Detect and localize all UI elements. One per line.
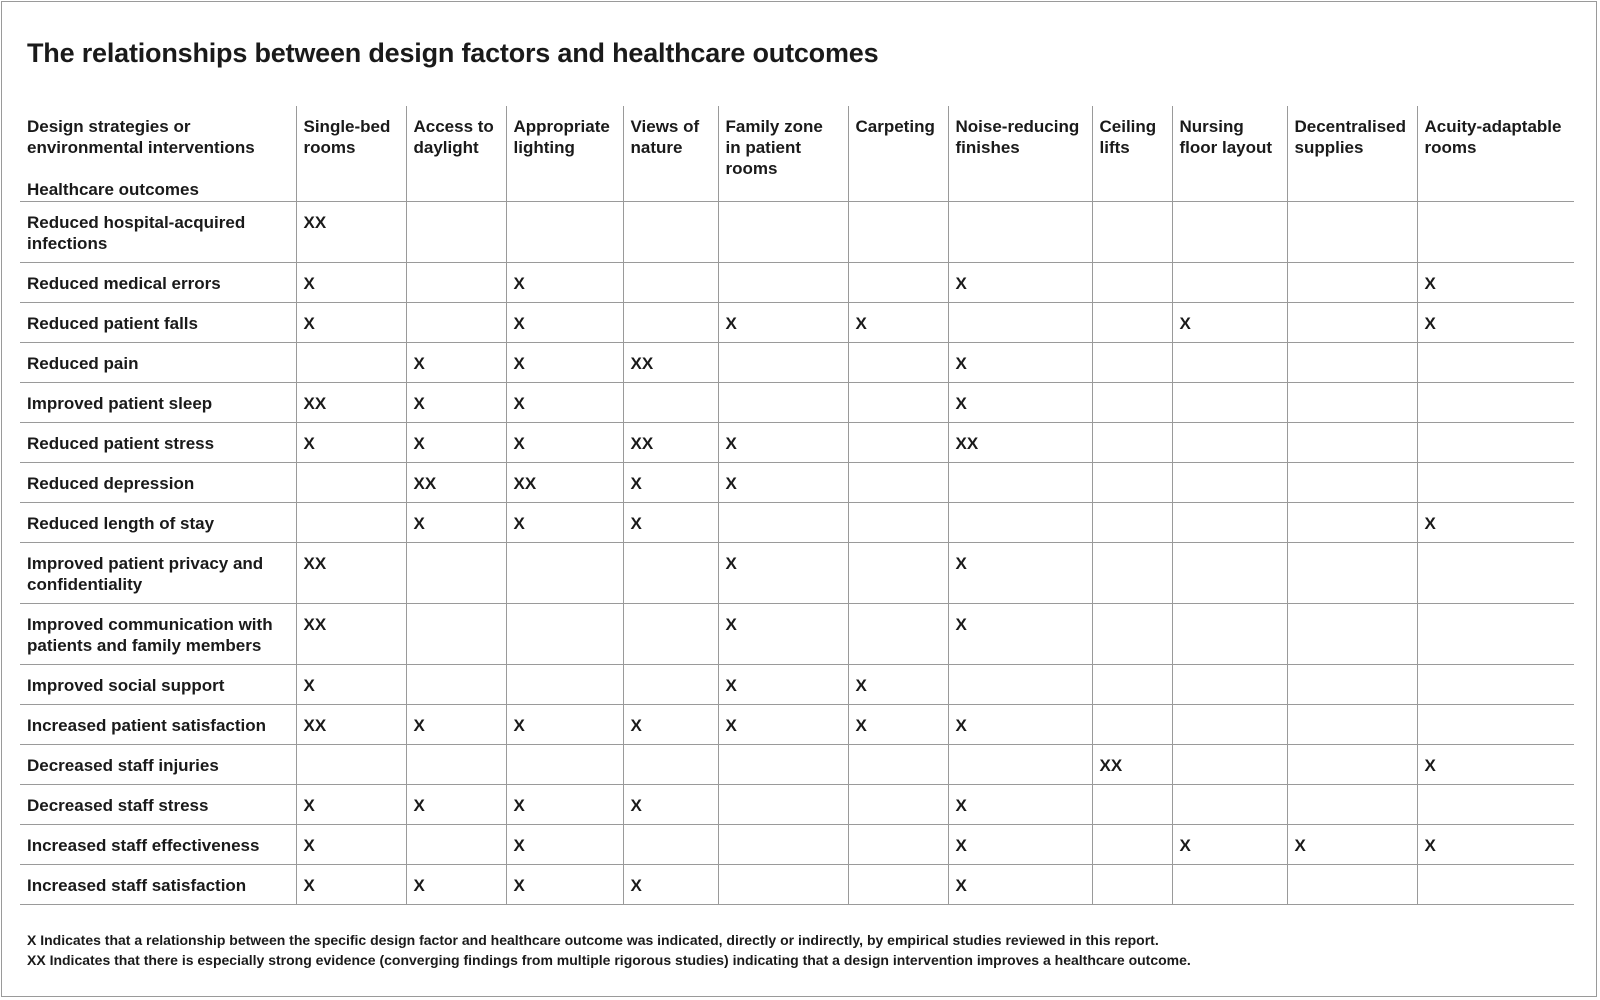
evidence-cell: X (718, 603, 848, 664)
evidence-cell: X (1172, 824, 1287, 864)
table-row (20, 864, 1574, 904)
evidence-cell (848, 542, 948, 603)
evidence-cell (1287, 664, 1417, 704)
table-row (20, 262, 1574, 302)
evidence-cell (1172, 342, 1287, 382)
evidence-cell: X (1417, 262, 1574, 302)
evidence-cell (848, 422, 948, 462)
evidence-cell (1287, 422, 1417, 462)
evidence-cell: X (718, 462, 848, 502)
evidence-cell (296, 744, 406, 784)
corner-header-cell (20, 106, 296, 201)
evidence-cell (623, 201, 718, 262)
evidence-cell (1417, 542, 1574, 603)
table-row (20, 824, 1574, 864)
evidence-cell: XX (623, 342, 718, 382)
evidence-cell: X (296, 864, 406, 904)
evidence-cell (1417, 603, 1574, 664)
evidence-cell (848, 462, 948, 502)
evidence-cell: X (848, 704, 948, 744)
table-row (20, 302, 1574, 342)
column-header: Single-bed rooms (296, 106, 406, 201)
evidence-cell: X (296, 262, 406, 302)
evidence-cell: X (1417, 502, 1574, 542)
evidence-cell (1417, 664, 1574, 704)
outcome-label: Reduced pain (20, 342, 296, 382)
evidence-cell (948, 462, 1092, 502)
evidence-cell: X (296, 302, 406, 342)
table-row (20, 382, 1574, 422)
outcome-label: Reduced length of stay (20, 502, 296, 542)
column-header: Decentralised supplies (1287, 106, 1417, 201)
evidence-cell: X (623, 864, 718, 904)
table-row (20, 342, 1574, 382)
evidence-cell: X (296, 784, 406, 824)
evidence-cell: XX (296, 382, 406, 422)
evidence-cell (1092, 824, 1172, 864)
evidence-cell: X (948, 342, 1092, 382)
evidence-cell (406, 744, 506, 784)
evidence-cell (1092, 342, 1172, 382)
column-header: Carpeting (848, 106, 948, 201)
evidence-cell (406, 603, 506, 664)
evidence-cell (1172, 422, 1287, 462)
evidence-cell (1287, 864, 1417, 904)
evidence-cell: XX (623, 422, 718, 462)
header-row (20, 106, 1574, 201)
column-header: Acuity-adaptable rooms (1417, 106, 1574, 201)
evidence-cell: X (406, 502, 506, 542)
evidence-cell (506, 201, 623, 262)
table-row (20, 462, 1574, 502)
page-title: The relationships between design factors and healthcare outcomes (27, 38, 879, 68)
column-header: Ceiling lifts (1092, 106, 1172, 201)
evidence-cell (1417, 784, 1574, 824)
evidence-cell (1092, 201, 1172, 262)
evidence-cell: X (506, 262, 623, 302)
evidence-cell (1092, 502, 1172, 542)
column-header: Noise-reducing finishes (948, 106, 1092, 201)
column-header: Family zone in patient rooms (718, 106, 848, 201)
evidence-cell (406, 262, 506, 302)
evidence-cell (948, 502, 1092, 542)
evidence-cell: X (623, 502, 718, 542)
evidence-cell (506, 744, 623, 784)
evidence-cell (948, 302, 1092, 342)
table-row (20, 603, 1574, 664)
table-row (20, 744, 1574, 784)
evidence-cell (1172, 744, 1287, 784)
evidence-cell: X (948, 824, 1092, 864)
evidence-cell (718, 784, 848, 824)
evidence-cell (623, 382, 718, 422)
evidence-cell: X (506, 824, 623, 864)
evidence-cell (406, 542, 506, 603)
evidence-cell (1417, 382, 1574, 422)
evidence-cell (623, 302, 718, 342)
evidence-cell (296, 342, 406, 382)
outcome-label: Reduced patient falls (20, 302, 296, 342)
evidence-cell: X (718, 704, 848, 744)
evidence-cell (1287, 342, 1417, 382)
evidence-cell (1172, 664, 1287, 704)
outcome-label: Improved patient sleep (20, 382, 296, 422)
evidence-cell (1417, 864, 1574, 904)
evidence-cell: X (406, 864, 506, 904)
evidence-cell (718, 201, 848, 262)
footnote-x: X Indicates that a relationship between the specific design factor and healthcare outcome was indicated, directly or indirectly, by empirical studies reviewed in this report. (27, 932, 1159, 948)
column-header: Views of nature (623, 106, 718, 201)
outcome-label: Improved social support (20, 664, 296, 704)
evidence-cell (406, 201, 506, 262)
evidence-cell (1417, 704, 1574, 744)
evidence-cell (718, 382, 848, 422)
evidence-cell (1417, 422, 1574, 462)
evidence-cell: X (296, 824, 406, 864)
evidence-cell (1287, 382, 1417, 422)
evidence-cell: X (948, 864, 1092, 904)
evidence-cell (718, 744, 848, 784)
evidence-cell: XX (296, 704, 406, 744)
evidence-cell: X (1417, 302, 1574, 342)
evidence-cell (1092, 603, 1172, 664)
footnotes (27, 930, 1191, 970)
evidence-cell (1172, 704, 1287, 744)
table-row (20, 422, 1574, 462)
evidence-cell: X (948, 603, 1092, 664)
evidence-cell: XX (296, 542, 406, 603)
evidence-cell: X (718, 302, 848, 342)
evidence-cell (506, 542, 623, 603)
evidence-cell (1287, 201, 1417, 262)
outcome-label: Reduced depression (20, 462, 296, 502)
evidence-cell: X (506, 422, 623, 462)
evidence-cell (1172, 382, 1287, 422)
outcome-label: Increased staff effectiveness (20, 824, 296, 864)
evidence-cell: XX (948, 422, 1092, 462)
evidence-cell (1092, 704, 1172, 744)
evidence-cell: X (1287, 824, 1417, 864)
evidence-cell (848, 744, 948, 784)
evidence-cell: XX (1092, 744, 1172, 784)
table-row (20, 784, 1574, 824)
outcome-label: Reduced hospital-acquired infections (20, 201, 296, 262)
evidence-cell: X (848, 664, 948, 704)
evidence-cell: X (406, 704, 506, 744)
evidence-cell: X (506, 864, 623, 904)
evidence-cell (1287, 502, 1417, 542)
evidence-cell (1092, 864, 1172, 904)
table-row (20, 502, 1574, 542)
evidence-cell: X (296, 664, 406, 704)
evidence-cell (848, 502, 948, 542)
evidence-cell (1092, 462, 1172, 502)
evidence-cell (506, 664, 623, 704)
evidence-cell (1417, 201, 1574, 262)
corner-subheader: Healthcare outcomes (27, 180, 199, 199)
evidence-cell (718, 262, 848, 302)
evidence-cell: X (506, 704, 623, 744)
evidence-cell: X (948, 542, 1092, 603)
evidence-cell (848, 382, 948, 422)
evidence-cell (1287, 704, 1417, 744)
outcome-label: Improved communication with patients and family members (20, 603, 296, 664)
evidence-cell (623, 262, 718, 302)
evidence-cell (1092, 784, 1172, 824)
column-header: Access to daylight (406, 106, 506, 201)
evidence-cell: X (948, 784, 1092, 824)
evidence-cell (406, 302, 506, 342)
evidence-cell: X (406, 422, 506, 462)
evidence-cell (1092, 382, 1172, 422)
evidence-cell: X (506, 502, 623, 542)
evidence-cell: X (1417, 744, 1574, 784)
evidence-cell (718, 824, 848, 864)
evidence-cell (296, 502, 406, 542)
evidence-cell (948, 201, 1092, 262)
table-row (20, 704, 1574, 744)
evidence-cell (1287, 262, 1417, 302)
evidence-cell (948, 664, 1092, 704)
evidence-cell: X (406, 784, 506, 824)
evidence-cell (848, 342, 948, 382)
evidence-cell: X (406, 382, 506, 422)
outcome-label: Increased patient satisfaction (20, 704, 296, 744)
evidence-cell (506, 603, 623, 664)
evidence-cell (623, 542, 718, 603)
evidence-cell (1172, 201, 1287, 262)
evidence-cell (1172, 502, 1287, 542)
table-row (20, 201, 1574, 262)
evidence-cell (1092, 262, 1172, 302)
evidence-cell (296, 462, 406, 502)
evidence-cell: X (848, 302, 948, 342)
outcome-label: Improved patient privacy and confidentiality (20, 542, 296, 603)
evidence-cell (1287, 603, 1417, 664)
evidence-cell (718, 342, 848, 382)
evidence-cell: XX (296, 201, 406, 262)
evidence-cell (1092, 302, 1172, 342)
evidence-cell (1092, 542, 1172, 603)
evidence-cell (848, 201, 948, 262)
outcome-label: Increased staff satisfaction (20, 864, 296, 904)
evidence-cell (623, 664, 718, 704)
evidence-cell: XX (296, 603, 406, 664)
evidence-cell: X (948, 382, 1092, 422)
evidence-cell (948, 744, 1092, 784)
evidence-cell (848, 784, 948, 824)
evidence-cell: XX (506, 462, 623, 502)
evidence-cell (1172, 784, 1287, 824)
column-header: Appropriate lighting (506, 106, 623, 201)
evidence-cell: XX (406, 462, 506, 502)
evidence-cell (718, 864, 848, 904)
evidence-cell: X (296, 422, 406, 462)
evidence-cell: X (406, 342, 506, 382)
evidence-cell (1417, 342, 1574, 382)
footnote-xx: XX Indicates that there is especially strong evidence (converging findings from multiple rigorous studies) indicating that a design intervention improves a healthcare outcome. (27, 952, 1191, 968)
evidence-cell: X (623, 704, 718, 744)
evidence-cell (1172, 262, 1287, 302)
evidence-cell (623, 824, 718, 864)
evidence-cell (848, 603, 948, 664)
evidence-cell: X (506, 302, 623, 342)
outcome-label: Reduced medical errors (20, 262, 296, 302)
evidence-cell: X (718, 664, 848, 704)
evidence-cell: X (718, 422, 848, 462)
table-row (20, 542, 1574, 603)
evidence-cell (848, 262, 948, 302)
evidence-cell: X (1417, 824, 1574, 864)
evidence-cell (848, 864, 948, 904)
table-row (20, 664, 1574, 704)
evidence-cell (1172, 864, 1287, 904)
evidence-cell (406, 824, 506, 864)
evidence-cell (1092, 422, 1172, 462)
outcome-label: Decreased staff stress (20, 784, 296, 824)
evidence-cell (1417, 462, 1574, 502)
evidence-cell: X (718, 542, 848, 603)
relationship-matrix (20, 106, 1574, 905)
evidence-cell (1287, 784, 1417, 824)
evidence-cell (406, 664, 506, 704)
outcome-label: Decreased staff injuries (20, 744, 296, 784)
evidence-cell (1092, 664, 1172, 704)
evidence-cell (848, 824, 948, 864)
evidence-cell (1287, 302, 1417, 342)
evidence-cell: X (506, 382, 623, 422)
evidence-cell: X (948, 262, 1092, 302)
evidence-cell (1287, 744, 1417, 784)
evidence-cell: X (506, 784, 623, 824)
evidence-cell: X (623, 784, 718, 824)
evidence-cell: X (948, 704, 1092, 744)
evidence-cell (1172, 462, 1287, 502)
evidence-cell (623, 744, 718, 784)
evidence-cell (1172, 542, 1287, 603)
evidence-cell (718, 502, 848, 542)
evidence-cell: X (506, 342, 623, 382)
evidence-cell (1172, 603, 1287, 664)
evidence-cell (1287, 542, 1417, 603)
outcome-label: Reduced patient stress (20, 422, 296, 462)
corner-header: Design strategies or environmental interventions (27, 117, 255, 157)
evidence-cell (623, 603, 718, 664)
column-header: Nursing floor layout (1172, 106, 1287, 201)
matrix-body (20, 201, 1574, 904)
evidence-cell: X (623, 462, 718, 502)
evidence-cell: X (1172, 302, 1287, 342)
evidence-cell (1287, 462, 1417, 502)
